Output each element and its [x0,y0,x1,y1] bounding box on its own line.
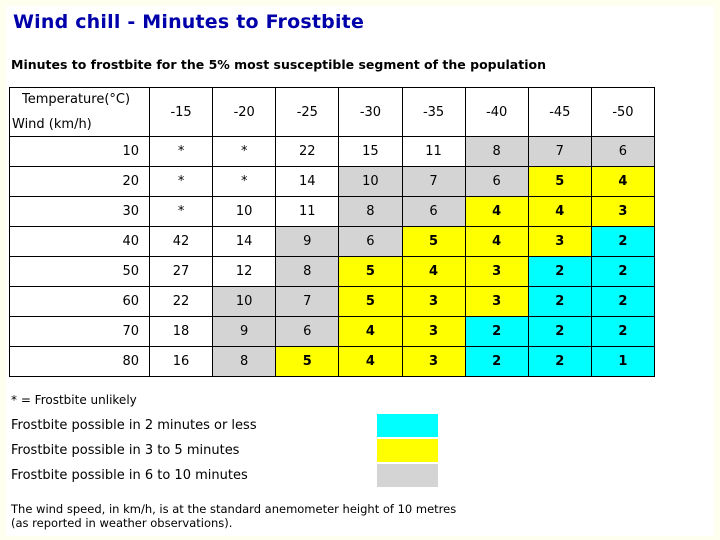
note-line-1: The wind speed, in km/h, is at the standard anemometer height of 10 metres [11,502,457,516]
wind-speed-cell: 80 [10,347,150,377]
frostbite-minutes-cell: 2 [528,347,591,377]
frostbite-minutes-cell: 6 [402,197,465,227]
frostbite-minutes-cell: 4 [465,227,528,257]
wind-speed-cell: 40 [10,227,150,257]
frostbite-minutes-cell: 4 [402,257,465,287]
frostbite-minutes-cell: 11 [402,137,465,167]
frostbite-minutes-cell: 10 [339,167,402,197]
frostbite-minutes-cell: 6 [465,167,528,197]
frostbite-minutes-cell: 10 [213,197,276,227]
legend-label-grey: Frostbite possible in 6 to 10 minutes [11,468,248,483]
frostbite-minutes-cell: 11 [276,197,339,227]
frostbite-minutes-cell: 6 [276,317,339,347]
table-row [10,317,655,347]
frostbite-minutes-cell: 3 [402,287,465,317]
frostbite-minutes-cell: 5 [402,227,465,257]
temperature-header-cell: -50 [591,88,654,137]
frostbite-minutes-cell: 27 [150,257,213,287]
frostbite-minutes-cell: 14 [213,227,276,257]
temperature-header-cell: -30 [339,88,402,137]
temperature-label: Temperature(°C) [22,92,131,107]
wind-speed-cell: 10 [10,137,150,167]
frostbite-minutes-cell: 2 [591,227,654,257]
frostbite-minutes-cell: 5 [339,257,402,287]
table-row [10,197,655,227]
frostbite-minutes-cell: * [150,167,213,197]
temperature-header-cell: -20 [213,88,276,137]
frostbite-minutes-cell: 2 [465,317,528,347]
wind-label: Wind (km/h) [12,117,92,132]
wind-speed-cell: 70 [10,317,150,347]
table-row [10,257,655,287]
frostbite-minutes-cell: 3 [465,257,528,287]
frostbite-minutes-cell: 8 [339,197,402,227]
frostbite-minutes-cell: 2 [528,257,591,287]
frostbite-minutes-cell: 8 [276,257,339,287]
frostbite-minutes-cell: * [150,197,213,227]
frostbite-minutes-cell: 12 [213,257,276,287]
frostbite-minutes-cell: 2 [528,287,591,317]
frostbite-minutes-cell: 3 [402,317,465,347]
frostbite-minutes-cell: 15 [339,137,402,167]
frostbite-minutes-cell: * [150,137,213,167]
frostbite-minutes-cell: 10 [213,287,276,317]
frostbite-minutes-cell: 8 [465,137,528,167]
table-row [10,287,655,317]
page-title: Wind chill - Minutes to Frostbite [13,11,365,33]
table-row [10,347,655,377]
frostbite-table [9,87,655,377]
frostbite-minutes-cell: 14 [276,167,339,197]
note-line-2: (as reported in weather observations). [11,516,233,530]
frostbite-minutes-cell: 2 [591,287,654,317]
wind-speed-cell: 20 [10,167,150,197]
frostbite-minutes-cell: 1 [591,347,654,377]
header-corner-cell [10,88,150,137]
table-row [10,137,655,167]
frostbite-minutes-cell: 5 [339,287,402,317]
legend-swatch-yellow [377,439,438,462]
frostbite-minutes-cell: 5 [276,347,339,377]
frostbite-minutes-cell: 3 [465,287,528,317]
legend-swatch-cyan [377,414,438,437]
frostbite-minutes-cell: * [213,137,276,167]
frostbite-minutes-cell: 6 [339,227,402,257]
wind-speed-cell: 60 [10,287,150,317]
frostbite-minutes-cell: 18 [150,317,213,347]
frostbite-minutes-cell: 6 [591,137,654,167]
frostbite-minutes-cell: 3 [402,347,465,377]
frostbite-minutes-cell: 7 [402,167,465,197]
frostbite-minutes-cell: 4 [339,347,402,377]
frostbite-minutes-cell: 16 [150,347,213,377]
frostbite-minutes-cell: 4 [528,197,591,227]
frostbite-minutes-cell: 42 [150,227,213,257]
frostbite-minutes-cell: 4 [465,197,528,227]
table-row [10,227,655,257]
frostbite-minutes-cell: 7 [276,287,339,317]
wind-speed-cell: 50 [10,257,150,287]
frostbite-minutes-cell: 2 [591,317,654,347]
temperature-header-cell: -40 [465,88,528,137]
frostbite-minutes-cell: 22 [276,137,339,167]
legend-label-cyan: Frostbite possible in 2 minutes or less [11,418,257,433]
frostbite-minutes-cell: * [213,167,276,197]
temperature-header-cell: -45 [528,88,591,137]
frostbite-minutes-cell: 2 [591,257,654,287]
frostbite-minutes-cell: 4 [339,317,402,347]
page-subtitle: Minutes to frostbite for the 5% most susceptible segment of the population [11,57,546,72]
temperature-header-cell: -15 [150,88,213,137]
frostbite-minutes-cell: 22 [150,287,213,317]
frostbite-minutes-cell: 9 [276,227,339,257]
table-row [10,167,655,197]
frostbite-minutes-cell: 3 [528,227,591,257]
frostbite-minutes-cell: 2 [465,347,528,377]
frostbite-minutes-cell: 9 [213,317,276,347]
header-row [10,88,655,137]
footnote: * = Frostbite unlikely [11,393,137,407]
wind-speed-cell: 30 [10,197,150,227]
frostbite-minutes-cell: 2 [528,317,591,347]
legend-swatch-grey [377,464,438,487]
frostbite-minutes-cell: 4 [591,167,654,197]
frostbite-minutes-cell: 5 [528,167,591,197]
frostbite-minutes-cell: 7 [528,137,591,167]
temperature-header-cell: -25 [276,88,339,137]
frostbite-minutes-cell: 8 [213,347,276,377]
temperature-header-cell: -35 [402,88,465,137]
legend-label-yellow: Frostbite possible in 3 to 5 minutes [11,443,240,458]
frostbite-minutes-cell: 3 [591,197,654,227]
